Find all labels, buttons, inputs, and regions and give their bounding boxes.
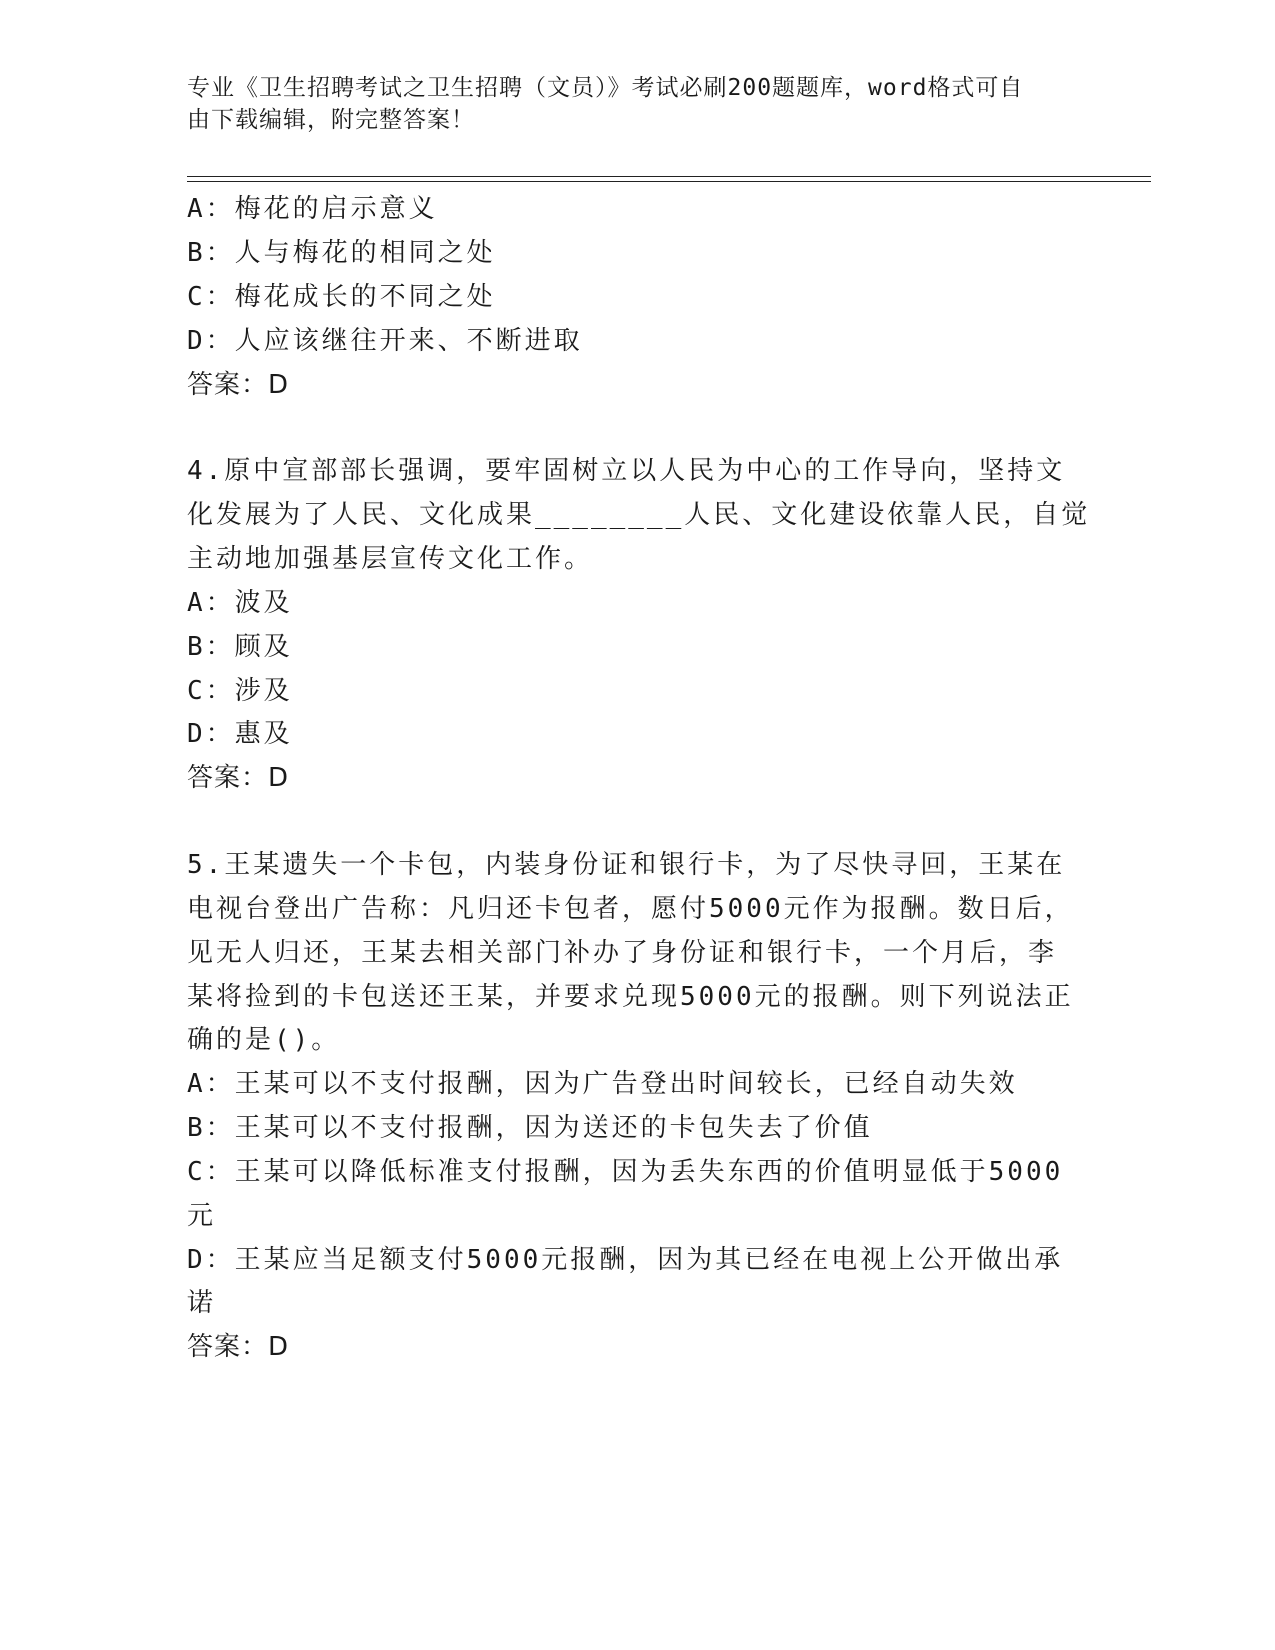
q5-stem-line-2: 电视台登出广告称：凡归还卡包者，愿付5000元作为报酬。数日后， [187, 894, 1074, 924]
q5-option-a: A：王某可以不支付报酬，因为广告登出时间较长，已经自动失效 [187, 1069, 1018, 1099]
header-divider-bottom [187, 181, 1151, 182]
q5-stem-line-5: 确的是()。 [187, 1025, 341, 1055]
q5-option-b: B：王某可以不支付报酬，因为送还的卡包失去了价值 [187, 1113, 873, 1143]
q3-option-d: D：人应该继往开来、不断进取 [187, 326, 583, 356]
q3-option-b: B：人与梅花的相同之处 [187, 238, 496, 268]
q4-stem-line-3: 主动地加强基层宣传文化工作。 [187, 544, 594, 574]
document-header [187, 72, 1067, 136]
q5-stem-line-1: 5.王某遗失一个卡包，内装身份证和银行卡，为了尽快寻回，王某在 [187, 850, 1066, 880]
q4-option-d: D：惠及 [187, 719, 293, 749]
header-divider-top [187, 176, 1151, 177]
q3-option-a: A：梅花的启示意义 [187, 194, 438, 224]
q5-stem-line-4: 某将捡到的卡包送还王某，并要求兑现5000元的报酬。则下列说法正 [187, 982, 1074, 1012]
header-line-2: 由下载编辑，附完整答案！ [187, 107, 475, 133]
q5-option-d: D：王某应当足额支付5000元报酬，因为其已经在电视上公开做出承 [187, 1245, 1064, 1275]
q4-option-c: C：涉及 [187, 676, 293, 706]
q5-answer: 答案：D [187, 1332, 290, 1362]
q3-answer: 答案：D [187, 370, 290, 400]
q5-option-c-wrap: 元 [187, 1201, 217, 1231]
q4-stem-line-1: 4.原中宣部部长强调，要牢固树立以人民为中心的工作导向，坚持文 [187, 456, 1066, 486]
header-line-1: 专业《卫生招聘考试之卫生招聘（文员）》考试必刷200题题库，word格式可自 [187, 75, 1024, 101]
q4-option-b: B：顾及 [187, 632, 293, 662]
q5-option-c: C：王某可以降低标准支付报酬，因为丢失东西的价值明显低于5000 [187, 1157, 1064, 1187]
q5-stem-line-3: 见无人归还，王某去相关部门补办了身份证和银行卡，一个月后，李 [187, 938, 1058, 968]
q4-stem-line-2: 化发展为了人民、文化成果________人民、文化建设依靠人民，自觉 [187, 500, 1091, 530]
q5-option-d-wrap: 诺 [187, 1288, 217, 1318]
q4-option-a: A：波及 [187, 588, 293, 618]
q3-option-c: C：梅花成长的不同之处 [187, 282, 496, 312]
q4-answer: 答案：D [187, 763, 290, 793]
